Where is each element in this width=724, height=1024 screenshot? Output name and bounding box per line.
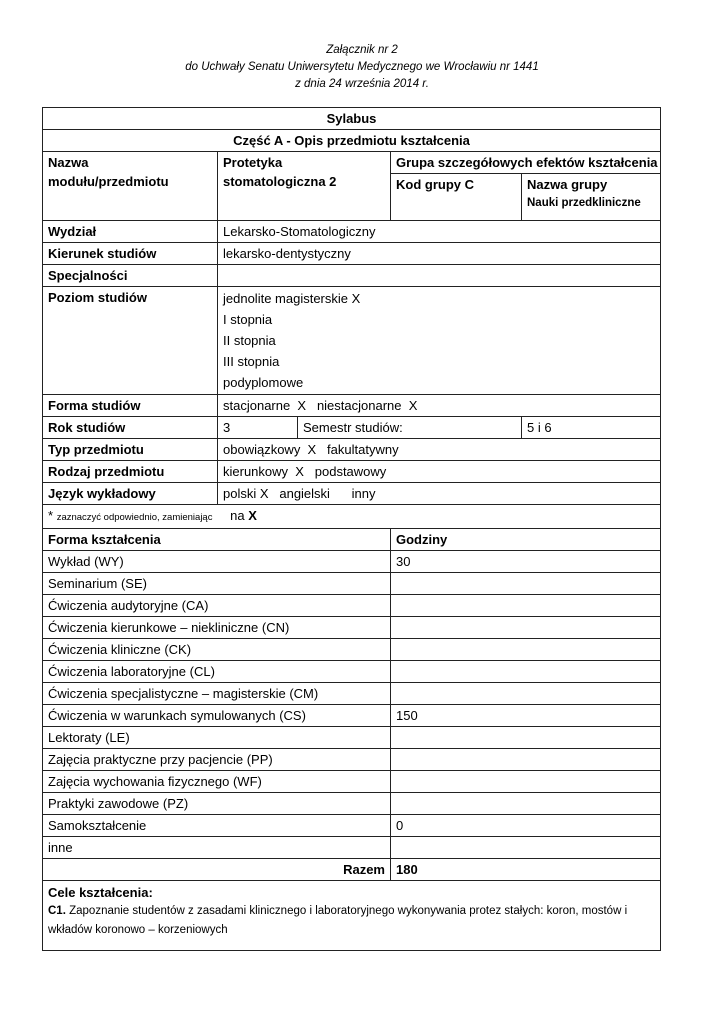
level-option: jednolite magisterskie X	[223, 291, 361, 306]
form-row	[43, 573, 661, 595]
form-hours	[391, 617, 661, 639]
form-name: Ćwiczenia laboratoryjne (CL)	[43, 661, 391, 683]
level-option: III stopnia	[223, 354, 280, 369]
form-hours	[391, 837, 661, 859]
semester-value: 5 i 6	[522, 417, 661, 439]
group-name	[522, 174, 661, 221]
group-name-label: Nazwa grupy	[527, 177, 608, 192]
form-row	[43, 749, 661, 771]
resolution-date: z dnia 24 września 2014 r.	[295, 78, 429, 90]
group-header: Grupa szczegółowych efektów kształcenia	[391, 152, 661, 174]
level-option: II stopnia	[223, 333, 276, 348]
form-hours	[391, 771, 661, 793]
form-hours	[391, 595, 661, 617]
module-label	[43, 152, 218, 221]
module-name-line1: Protetyka	[223, 155, 283, 170]
form-row	[43, 683, 661, 705]
form-hours	[391, 639, 661, 661]
form-name: Praktyki zawodowe (PZ)	[43, 793, 391, 815]
type-label: Typ przedmiotu	[43, 439, 218, 461]
direction-value: lekarsko-dentystyczny	[218, 243, 661, 265]
annex-number: Załącznik nr 2	[326, 44, 398, 56]
form-hours: 0	[391, 815, 661, 837]
form-row	[43, 837, 661, 859]
group-code: Kod grupy C	[391, 174, 522, 221]
form-row	[43, 793, 661, 815]
module-label-line1: Nazwa	[48, 155, 89, 170]
part-a-title: Część A - Opis przedmiotu kształcenia	[43, 130, 661, 152]
syllabus-title: Sylabus	[43, 108, 661, 130]
form-value: stacjonarne X niestacjonarne X	[218, 395, 661, 417]
form-row	[43, 639, 661, 661]
form-name: Ćwiczenia w warunkach symulowanych (CS)	[43, 705, 391, 727]
form-name: Ćwiczenia audytoryjne (CA)	[43, 595, 391, 617]
specialty-value	[218, 265, 661, 287]
form-hours: 30	[391, 551, 661, 573]
level-option: I stopnia	[223, 312, 273, 327]
total-label: Razem	[43, 859, 391, 881]
hours-header: Godziny	[391, 529, 661, 551]
form-hours	[391, 573, 661, 595]
note-text: zaznaczyć odpowiednio, zamieniając	[56, 512, 213, 523]
level-option: podyplomowe	[223, 375, 304, 390]
form-name: Wykład (WY)	[43, 551, 391, 573]
form-row	[43, 705, 661, 727]
form-hours	[391, 793, 661, 815]
faculty-label: Wydział	[43, 221, 218, 243]
year-label: Rok studiów	[43, 417, 218, 439]
level-label: Poziom studiów	[43, 287, 218, 395]
syllabus-table	[42, 107, 661, 951]
specialty-label: Specjalności	[43, 265, 218, 287]
form-name: Seminarium (SE)	[43, 573, 391, 595]
module-label-line2: modułu/przedmiotu	[48, 174, 169, 189]
kind-label: Rodzaj przedmiotu	[43, 461, 218, 483]
form-row	[43, 661, 661, 683]
forms-header: Forma kształcenia	[43, 529, 391, 551]
form-label: Forma studiów	[43, 395, 218, 417]
goals-header: Cele kształcenia:	[48, 885, 153, 900]
module-name	[218, 152, 391, 221]
goal-c1-label: C1.	[48, 905, 66, 917]
form-hours	[391, 749, 661, 771]
form-name: Zajęcia praktyczne przy pacjencie (PP)	[43, 749, 391, 771]
form-row	[43, 617, 661, 639]
form-name: Ćwiczenia specjalistyczne – magisterskie (CM)	[43, 683, 391, 705]
form-row	[43, 771, 661, 793]
form-name: Samokształcenie	[43, 815, 391, 837]
goal-c1	[48, 902, 655, 940]
note-x: X	[248, 508, 257, 523]
form-hours	[391, 727, 661, 749]
resolution-title: do Uchwały Senatu Uniwersytetu Medycznego we Wrocławiu nr 1441	[185, 61, 539, 73]
group-name-value: Nauki przedkliniczne	[527, 197, 641, 209]
semester-label: Semestr studiów:	[298, 417, 522, 439]
type-value: obowiązkowy X fakultatywny	[218, 439, 661, 461]
note-tail: na	[230, 508, 245, 523]
form-name: inne	[43, 837, 391, 859]
faculty-value: Lekarsko-Stomatologiczny	[218, 221, 661, 243]
form-hours	[391, 683, 661, 705]
goal-c1-text: Zapoznanie studentów z zasadami klinicznego i laboratoryjnego wykonywania protez stałych: koron, mostów i wkładów koronowo – korzeniowych	[48, 905, 628, 936]
year-value: 3	[218, 417, 298, 439]
document-header	[0, 42, 724, 93]
language-label: Język wykładowy	[43, 483, 218, 505]
form-name: Ćwiczenia kliniczne (CK)	[43, 639, 391, 661]
form-hours: 150	[391, 705, 661, 727]
language-value: polski X angielski inny	[218, 483, 661, 505]
form-name: Ćwiczenia kierunkowe – niekliniczne (CN)	[43, 617, 391, 639]
form-hours	[391, 661, 661, 683]
marking-note	[43, 505, 661, 529]
form-name: Lektoraty (LE)	[43, 727, 391, 749]
form-row	[43, 551, 661, 573]
module-name-line2: stomatologiczna 2	[223, 174, 337, 189]
form-row	[43, 815, 661, 837]
goals-section	[43, 881, 661, 951]
note-star: *	[48, 508, 54, 523]
form-row	[43, 727, 661, 749]
direction-label: Kierunek studiów	[43, 243, 218, 265]
form-name: Zajęcia wychowania fizycznego (WF)	[43, 771, 391, 793]
total-value: 180	[391, 859, 661, 881]
form-row	[43, 595, 661, 617]
kind-value: kierunkowy X podstawowy	[218, 461, 661, 483]
level-values	[218, 287, 661, 395]
